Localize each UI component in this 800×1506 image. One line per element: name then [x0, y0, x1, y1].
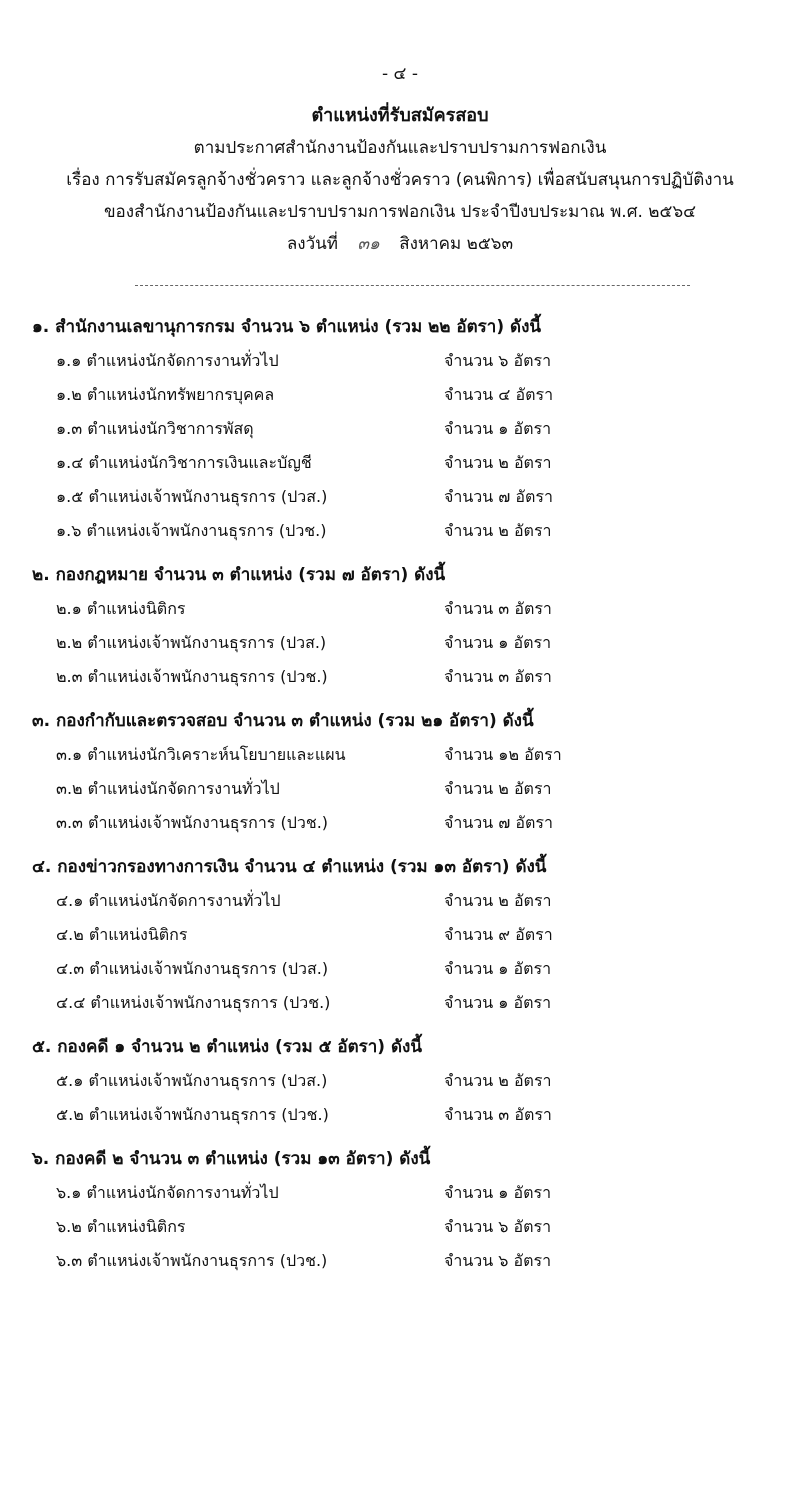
- position-name: ๖.๓ ตำแหน่งเจ้าพนักงานธุรการ (ปวช.): [56, 1251, 328, 1270]
- position-name: ๑.๖ ตำแหน่งเจ้าพนักงานธุรการ (ปวช.): [56, 521, 327, 540]
- list-item: [32, 884, 772, 918]
- list-item: [32, 1064, 772, 1098]
- section-3: [32, 704, 772, 840]
- position-count: จำนวน ๓ อัตรา: [444, 599, 552, 618]
- dashed-divider: [135, 285, 690, 286]
- position-name: ๕.๒ ตำแหน่งเจ้าพนักงานธุรการ (ปวช.): [56, 1105, 329, 1124]
- section-title: ๓. กองกำกับและตรวจสอบ จำนวน ๓ ตำแหน่ง (รวม ๒๑ อัตรา) ดังนี้: [32, 711, 534, 731]
- list-item: [32, 738, 772, 772]
- date-line: [0, 228, 800, 260]
- position-name: ๔.๑ ตำแหน่งนักจัดการงานทั่วไป: [56, 891, 281, 910]
- handwritten-date: ๓๑: [357, 234, 380, 254]
- position-count: จำนวน ๖ อัตรา: [444, 1217, 552, 1236]
- section-6: [32, 1142, 772, 1278]
- section-title: ๔. กองข่าวกรองทางการเงิน จำนวน ๔ ตำแหน่ง (รวม ๑๓ อัตรา) ดังนี้: [32, 857, 547, 877]
- position-count: จำนวน ๒ อัตรา: [444, 521, 552, 540]
- document-header: [0, 100, 800, 260]
- list-item: [32, 806, 772, 840]
- announcement-line: ตามประกาศสำนักงานป้องกันและปราบปรามการฟอกเงิน: [193, 138, 607, 158]
- list-item: [32, 1244, 772, 1278]
- position-count: จำนวน ๓ อัตรา: [444, 1105, 552, 1124]
- position-name: ๓.๒ ตำแหน่งนักจัดการงานทั่วไป: [56, 779, 280, 798]
- list-item: [32, 378, 772, 412]
- list-item: [32, 514, 772, 548]
- section-5: [32, 1030, 772, 1132]
- list-item: [32, 344, 772, 378]
- position-count: จำนวน ๗ อัตรา: [444, 813, 553, 832]
- position-count: จำนวน ๑ อัตรา: [444, 959, 552, 978]
- date-suffix: สิงหาคม ๒๕๖๓: [399, 234, 514, 254]
- position-count: จำนวน ๒ อัตรา: [444, 453, 552, 472]
- section-title: ๕. กองคดี ๑ จำนวน ๒ ตำแหน่ง (รวม ๕ อัตรา) ดังนี้: [32, 1037, 422, 1057]
- list-item: [32, 626, 772, 660]
- position-name: ๑.๕ ตำแหน่งเจ้าพนักงานธุรการ (ปวส.): [56, 487, 328, 506]
- position-name: ๖.๑ ตำแหน่งนักจัดการงานทั่วไป: [56, 1183, 279, 1202]
- position-name: ๓.๓ ตำแหน่งเจ้าพนักงานธุรการ (ปวช.): [56, 813, 329, 832]
- list-item: [32, 480, 772, 514]
- section-1: [32, 310, 772, 548]
- section-title: ๑. สำนักงานเลขานุการกรม จำนวน ๖ ตำแหน่ง (รวม ๒๒ อัตรา) ดังนี้: [32, 317, 541, 337]
- position-name: ๒.๑ ตำแหน่งนิติกร: [56, 599, 186, 618]
- position-count: จำนวน ๑ อัตรา: [444, 419, 552, 438]
- section-4: [32, 850, 772, 1020]
- position-count: จำนวน ๑๒ อัตรา: [444, 745, 562, 764]
- date-prefix: ลงวันที่: [286, 234, 338, 254]
- list-item: [32, 1098, 772, 1132]
- position-count: จำนวน ๔ อัตรา: [444, 385, 554, 404]
- position-count: จำนวน ๒ อัตรา: [444, 1071, 552, 1090]
- position-name: ๑.๓ ตำแหน่งนักวิชาการพัสดุ: [56, 419, 254, 438]
- list-item: [32, 660, 772, 694]
- position-name: ๔.๔ ตำแหน่งเจ้าพนักงานธุรการ (ปวช.): [56, 993, 331, 1012]
- position-count: จำนวน ๑ อัตรา: [444, 633, 552, 652]
- document-title: ตำแหน่งที่รับสมัครสอบ: [311, 105, 489, 126]
- position-count: จำนวน ๓ อัตรา: [444, 667, 552, 686]
- position-count: จำนวน ๖ อัตรา: [444, 1251, 552, 1270]
- position-count: จำนวน ๑ อัตรา: [444, 1183, 552, 1202]
- position-name: ๕.๑ ตำแหน่งเจ้าพนักงานธุรการ (ปวส.): [56, 1071, 328, 1090]
- section-title: ๖. กองคดี ๒ จำนวน ๓ ตำแหน่ง (รวม ๑๓ อัตรา) ดังนี้: [32, 1149, 431, 1169]
- list-item: [32, 1210, 772, 1244]
- list-item: [32, 772, 772, 806]
- section-2: [32, 558, 772, 694]
- list-item: [32, 592, 772, 626]
- position-count: จำนวน ๖ อัตรา: [444, 351, 552, 370]
- list-item: [32, 1176, 772, 1210]
- positions-list: [32, 310, 772, 1288]
- list-item: [32, 952, 772, 986]
- position-name: ๑.๑ ตำแหน่งนักจัดการงานทั่วไป: [56, 351, 279, 370]
- list-item: [32, 412, 772, 446]
- position-count: จำนวน ๙ อัตรา: [444, 925, 553, 944]
- position-count: จำนวน ๒ อัตรา: [444, 891, 552, 910]
- position-name: ๑.๔ ตำแหน่งนักวิชาการเงินและบัญชี: [56, 453, 312, 472]
- position-name: ๔.๒ ตำแหน่งนิติกร: [56, 925, 188, 944]
- page-number: - ๔ -: [382, 64, 418, 84]
- position-count: จำนวน ๗ อัตรา: [444, 487, 553, 506]
- position-name: ๖.๒ ตำแหน่งนิติกร: [56, 1217, 186, 1236]
- section-title: ๒. กองกฎหมาย จำนวน ๓ ตำแหน่ง (รวม ๗ อัตรา) ดังนี้: [32, 565, 446, 585]
- subject-line: เรื่อง การรับสมัครลูกจ้างชั่วคราว และลูกจ้างชั่วคราว (คนพิการ) เพื่อสนับสนุนการปฏิบัติงาน: [66, 170, 734, 190]
- position-name: ๒.๓ ตำแหน่งเจ้าพนักงานธุรการ (ปวช.): [56, 667, 328, 686]
- position-count: จำนวน ๒ อัตรา: [444, 779, 552, 798]
- position-name: ๑.๒ ตำแหน่งนักทรัพยากรบุคคล: [56, 385, 275, 404]
- position-count: จำนวน ๑ อัตรา: [444, 993, 552, 1012]
- subject-line-2: ของสำนักงานป้องกันและปราบปรามการฟอกเงิน ประจำปีงบประมาณ พ.ศ. ๒๕๖๔: [103, 202, 697, 222]
- position-name: ๔.๓ ตำแหน่งเจ้าพนักงานธุรการ (ปวส.): [56, 959, 329, 978]
- list-item: [32, 446, 772, 480]
- list-item: [32, 986, 772, 1020]
- position-name: ๓.๑ ตำแหน่งนักวิเคราะห์นโยบายและแผน: [56, 745, 346, 764]
- list-item: [32, 918, 772, 952]
- position-name: ๒.๒ ตำแหน่งเจ้าพนักงานธุรการ (ปวส.): [56, 633, 327, 652]
